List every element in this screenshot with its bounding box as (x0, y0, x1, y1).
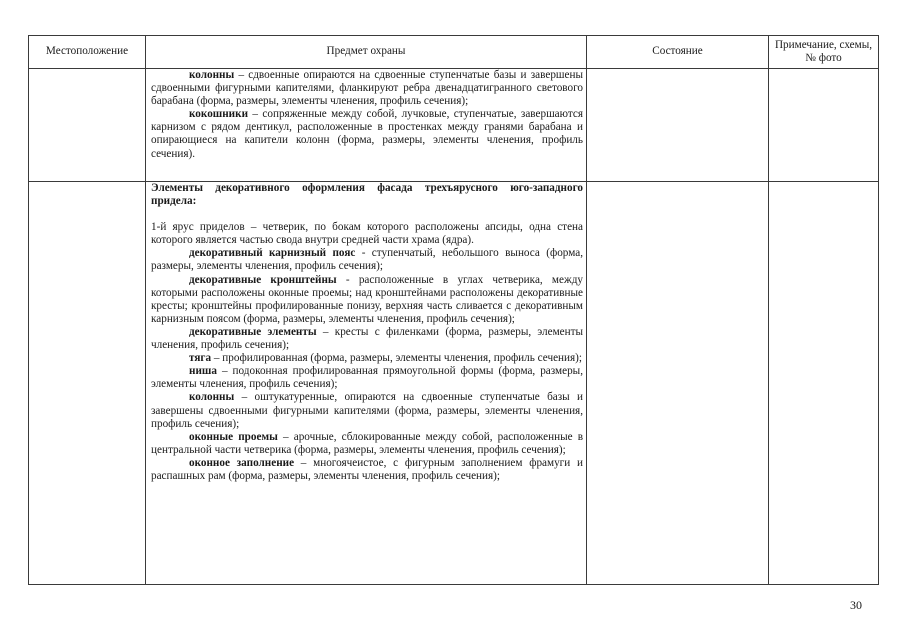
list-item (151, 274, 583, 326)
item-term: колонны (189, 69, 235, 81)
header-location: Местоположение (29, 36, 146, 69)
item-text: - ступенчатый, небольшого выноса (форма, размеры, элементы членения, профиль сечения); (151, 247, 583, 273)
protection-subject-table (28, 35, 879, 585)
item-term: декоративный карнизный пояс (189, 247, 356, 260)
list-item (151, 247, 583, 273)
item-term: декоративные элементы (189, 325, 317, 338)
section-heading: Элементы декоративного оформления фасада трехъярусного юго-западного придела: (151, 182, 583, 208)
list-item (151, 391, 583, 430)
table-row (29, 182, 879, 585)
list-item (151, 69, 583, 108)
list-item (151, 457, 583, 483)
note-cell (769, 69, 879, 182)
item-text: – профилированная (форма, размеры, элементы членения, профиль сечения); (211, 352, 582, 365)
subject-cell (146, 182, 587, 585)
list-item (151, 365, 583, 391)
item-text: – арочные, сблокированные между собой, расположенные в центральной части четверика (форма, размеры, элементы членения, профиль сечения); (151, 430, 583, 456)
item-term: колонны (189, 391, 235, 404)
item-text: – оштукатуренные, опираются на сдвоенные ступенчатые базы и завершены сдвоенными фигурными капителями (форма, размеры, элементы членения, профиль сечения); (151, 391, 583, 430)
subject-cell (146, 69, 587, 182)
header-note: Примечание, схемы, № фото (769, 36, 879, 69)
item-term: кокошники (189, 108, 249, 121)
item-text: – кресты с филенками (форма, размеры, элементы членения, профиль сечения); (151, 325, 584, 352)
item-text: - расположенные в углах четверика, между которыми расположены оконные проемы; над кронштейнами расположены декоративные кресты; кронштейны профилированные понизу, верхняя часть сливается с декоративным карнизным поясом (форма, размеры, элементы членения, профиль сечения); (151, 273, 583, 325)
item-text: – многоячеистое, с фигурным заполнением фрамуги и распашных рам (форма, размеры, элементы членения, профиль сечения); (151, 456, 583, 482)
item-term: тяга (189, 352, 212, 365)
item-term: оконное заполнение (189, 456, 295, 469)
condition-cell (587, 182, 769, 585)
item-term: оконные проемы (189, 430, 278, 443)
location-cell (29, 69, 146, 182)
item-text: – сдвоенные опираются на сдвоенные ступенчатые базы и завершены сдвоенными фигурными капителями, фланкируют ребра двенадцатигранного светового барабана (форма, размеры, элементы членения, профиль сечения); (151, 69, 583, 108)
page-number: 30 (850, 598, 862, 612)
table-header-row (29, 36, 879, 69)
note-cell (769, 182, 879, 585)
list-item (151, 352, 583, 365)
list-item (151, 108, 583, 160)
condition-cell (587, 69, 769, 182)
list-item (151, 326, 583, 352)
list-item (151, 431, 583, 457)
item-term: ниша (189, 365, 217, 378)
header-condition: Состояние (587, 36, 769, 69)
item-term: декоративные кронштейны (189, 273, 337, 286)
location-cell (29, 182, 146, 585)
item-text: – сопряженные между собой, лучковые, ступенчатые, завершаются карнизом с рядом дентикул, расположенные в простенках между гранями барабана и опирающиеся на капители колонн (форма, размеры, элементы членения, профиль сечения). (151, 108, 583, 160)
table-row (29, 69, 879, 182)
item-text: – подоконная профилированная прямоугольной формы (форма, размеры, элементы членения, профиль сечения); (151, 365, 583, 391)
intro-text: 1-й ярус приделов – четверик, по бокам которого расположены апсиды, одна стена которого является частью свода внутри средней части храма (ядра). (151, 221, 583, 247)
header-subject: Предмет охраны (146, 36, 587, 69)
